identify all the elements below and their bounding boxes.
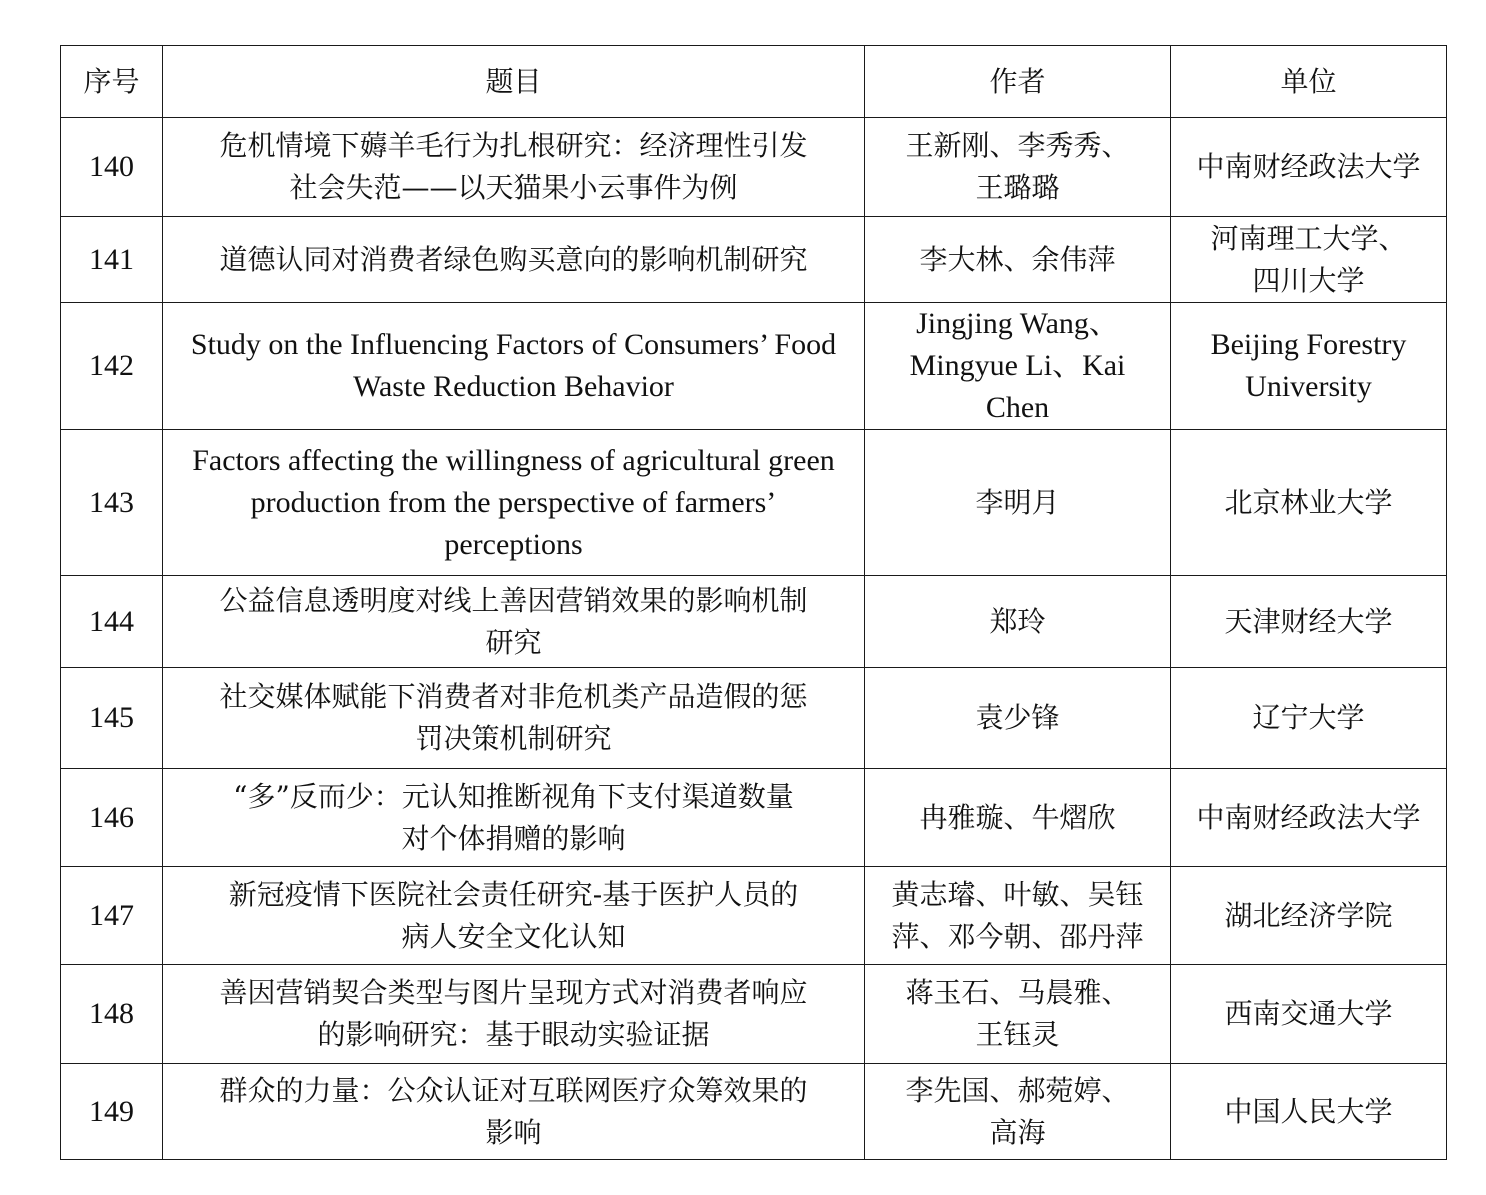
row-index: 141	[61, 217, 163, 303]
row-title: “多”反而少：元认知推断视角下支付渠道数量 对个体捐赠的影响	[163, 769, 865, 867]
row-title: Factors affecting the willingness of agricultural green production from the perspective of farmers’ perceptions	[163, 430, 865, 576]
table-header-row	[61, 46, 1447, 118]
row-title: 善因营销契合类型与图片呈现方式对消费者响应 的影响研究：基于眼动实验证据	[163, 965, 865, 1064]
table-row	[61, 965, 1447, 1064]
table-row	[61, 867, 1447, 965]
header-title: 题目	[163, 46, 865, 118]
table-row	[61, 303, 1447, 430]
row-authors: 郑玲	[865, 576, 1171, 668]
row-index: 140	[61, 118, 163, 217]
row-index: 146	[61, 769, 163, 867]
row-affiliation: 西南交通大学	[1171, 965, 1447, 1064]
row-index: 143	[61, 430, 163, 576]
header-index: 序号	[61, 46, 163, 118]
row-affiliation: 中南财经政法大学	[1171, 769, 1447, 867]
table-row	[61, 668, 1447, 769]
row-index: 148	[61, 965, 163, 1064]
table-row	[61, 769, 1447, 867]
row-authors: 蒋玉石、马晨雅、 王钰灵	[865, 965, 1171, 1064]
table-row	[61, 576, 1447, 668]
row-affiliation: 湖北经济学院	[1171, 867, 1447, 965]
row-title: Study on the Influencing Factors of Consumers’ Food Waste Reduction Behavior	[163, 303, 865, 430]
row-authors: 黄志璿、叶敏、吴钰 萍、邓今朝、邵丹萍	[865, 867, 1171, 965]
table-row	[61, 118, 1447, 217]
row-index: 142	[61, 303, 163, 430]
table-row	[61, 217, 1447, 303]
header-authors: 作者	[865, 46, 1171, 118]
row-title: 危机情境下薅羊毛行为扎根研究：经济理性引发 社会失范——以天猫果小云事件为例	[163, 118, 865, 217]
paper-list-table	[60, 45, 1447, 1160]
row-title: 道德认同对消费者绿色购买意向的影响机制研究	[163, 217, 865, 303]
table-row	[61, 1064, 1447, 1160]
row-affiliation: 北京林业大学	[1171, 430, 1447, 576]
row-index: 144	[61, 576, 163, 668]
row-title: 新冠疫情下医院社会责任研究-基于医护人员的 病人安全文化认知	[163, 867, 865, 965]
row-affiliation: 河南理工大学、 四川大学	[1171, 217, 1447, 303]
row-authors: 冉雅璇、牛熠欣	[865, 769, 1171, 867]
row-authors: 李先国、郝菀婷、 高海	[865, 1064, 1171, 1160]
row-authors: 李大林、余伟萍	[865, 217, 1171, 303]
row-affiliation: 中国人民大学	[1171, 1064, 1447, 1160]
row-title: 社交媒体赋能下消费者对非危机类产品造假的惩 罚决策机制研究	[163, 668, 865, 769]
row-affiliation: Beijing Forestry University	[1171, 303, 1447, 430]
row-affiliation: 辽宁大学	[1171, 668, 1447, 769]
table-row	[61, 430, 1447, 576]
header-affiliation: 单位	[1171, 46, 1447, 118]
row-authors: Jingjing Wang、 Mingyue Li、Kai Chen	[865, 303, 1171, 430]
row-title: 公益信息透明度对线上善因营销效果的影响机制 研究	[163, 576, 865, 668]
row-index: 149	[61, 1064, 163, 1160]
row-authors: 王新刚、李秀秀、 王璐璐	[865, 118, 1171, 217]
row-title: 群众的力量：公众认证对互联网医疗众筹效果的 影响	[163, 1064, 865, 1160]
row-affiliation: 中南财经政法大学	[1171, 118, 1447, 217]
row-index: 145	[61, 668, 163, 769]
row-affiliation: 天津财经大学	[1171, 576, 1447, 668]
row-authors: 李明月	[865, 430, 1171, 576]
row-authors: 袁少锋	[865, 668, 1171, 769]
row-index: 147	[61, 867, 163, 965]
